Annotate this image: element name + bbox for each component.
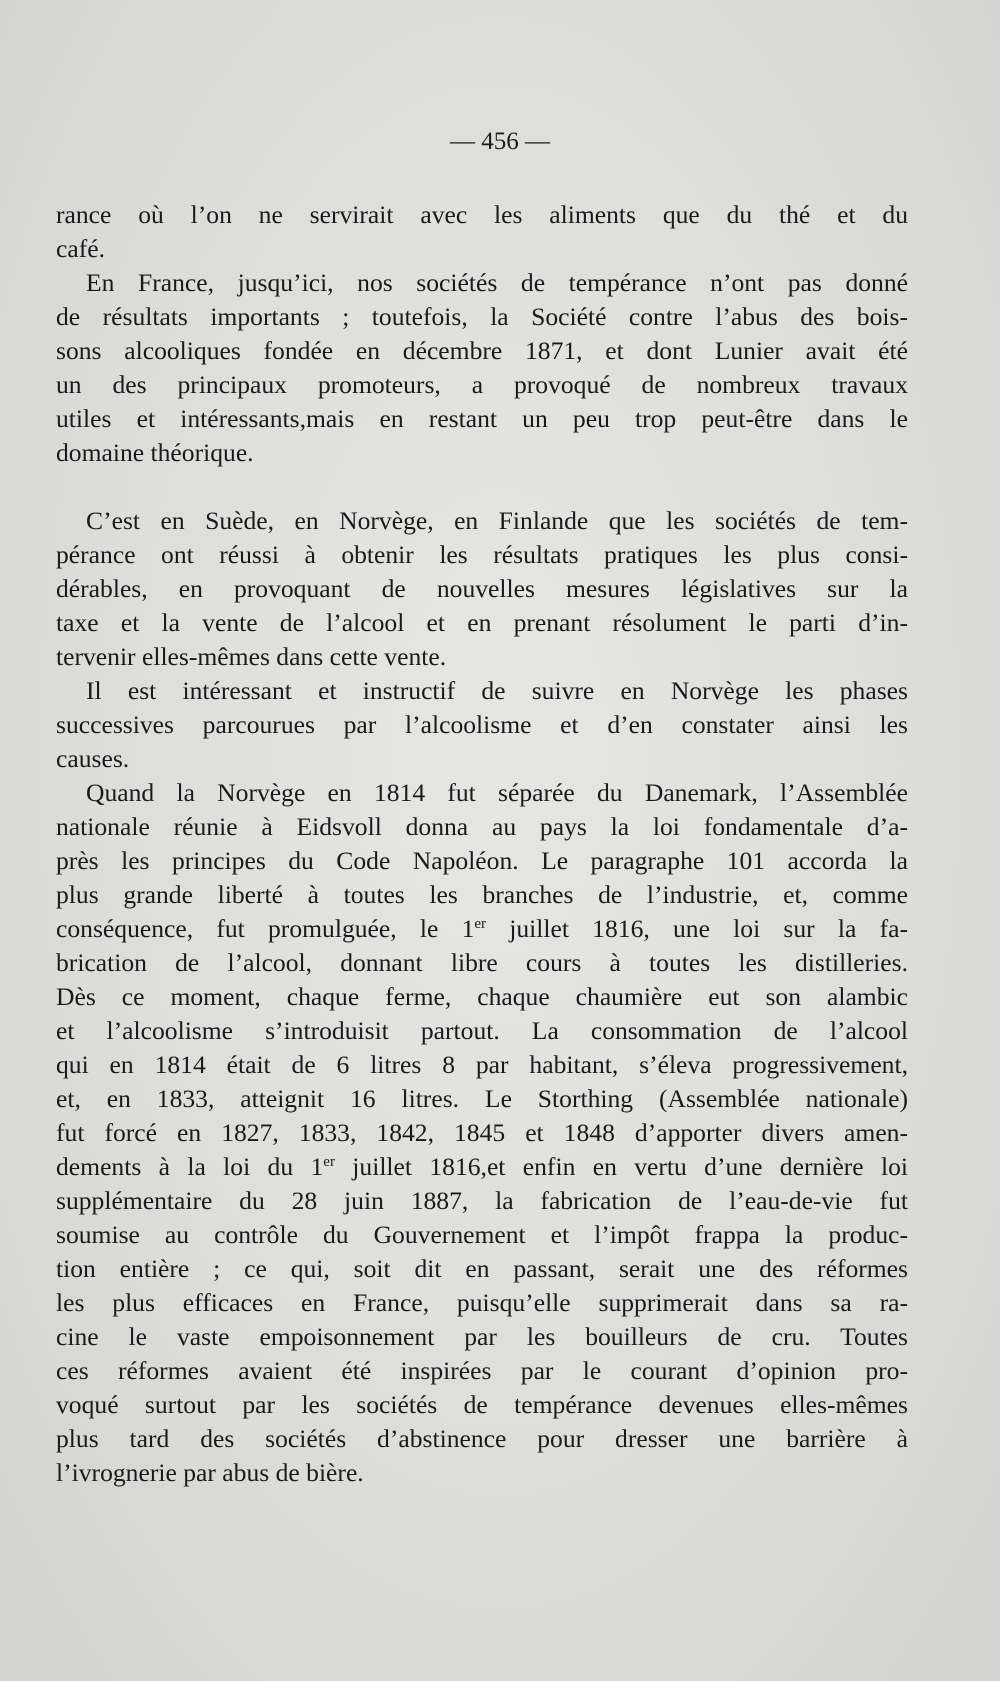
text-line: C’est en Suède, en Norvège, en Finlande que les sociétés de tem- bbox=[86, 506, 908, 535]
text-segment: juillet 1816, une loi sur la fa- bbox=[486, 914, 909, 943]
text-line: rance où l’on ne servirait avec les aliments que du thé et du bbox=[56, 200, 908, 229]
paragraph bbox=[56, 198, 908, 266]
text-line: nationale réunie à Eidsvoll donna au pays la loi fondamentale d’a- bbox=[56, 812, 908, 841]
text-line: un des principaux promoteurs, a provoqué de nombreux travaux bbox=[56, 370, 908, 399]
text-line: taxe et la vente de l’alcool et en prenant résolument le parti d’in- bbox=[56, 608, 908, 637]
paragraph bbox=[56, 266, 908, 470]
text-line: café. bbox=[56, 234, 106, 263]
text-line: supplémentaire du 28 juin 1887, la fabrication de l’eau-de-vie fut bbox=[56, 1186, 908, 1215]
superscript: er bbox=[323, 1154, 335, 1170]
text-line: de résultats importants ; toutefois, la Société contre l’abus des bois- bbox=[56, 302, 908, 331]
paragraph bbox=[56, 776, 908, 1490]
text-line: brication de l’alcool, donnant libre cours à toutes les distilleries. bbox=[56, 948, 908, 977]
text-line: plus grande liberté à toutes les branches de l’industrie, et, comme bbox=[56, 880, 908, 909]
text-line: l’ivrognerie par abus de bière. bbox=[56, 1458, 364, 1487]
text-segment: dements à la loi du 1 bbox=[56, 1152, 324, 1181]
text-line: sons alcooliques fondée en décembre 1871, et dont Lunier avait été bbox=[56, 336, 908, 365]
text-line: fut forcé en 1827, 1833, 1842, 1845 et 1848 d’apporter divers amen- bbox=[56, 1118, 908, 1147]
text-segment: juillet 1816,et enfin en vertu d’une dernière loi bbox=[334, 1152, 908, 1181]
superscript: er bbox=[474, 916, 487, 932]
text-line: pérance ont réussi à obtenir les résultats pratiques les plus consi- bbox=[56, 540, 908, 569]
text-line: utiles et intéressants,mais en restant un peu trop peut-être dans le bbox=[56, 404, 908, 433]
text-line: dérables, en provoquant de nouvelles mesures législatives sur la bbox=[56, 574, 908, 603]
text-line: ces réformes avaient été inspirées par le courant d’opinion pro- bbox=[56, 1356, 908, 1385]
text-line: Quand la Norvège en 1814 fut séparée du Danemark, l’Assemblée bbox=[86, 778, 908, 807]
text-line: plus tard des sociétés d’abstinence pour dresser une barrière à bbox=[56, 1424, 908, 1453]
paragraph bbox=[56, 504, 908, 674]
text-line: En France, jusqu’ici, nos sociétés de tempérance n’ont pas donné bbox=[86, 268, 908, 297]
text-segment: conséquence, fut promulguée, le 1 bbox=[56, 914, 475, 943]
text-line: domaine théorique. bbox=[56, 438, 254, 467]
paragraph bbox=[56, 674, 908, 776]
text-line: qui en 1814 était de 6 litres 8 par habitant, s’éleva progressivement, bbox=[56, 1050, 908, 1079]
text-line: causes. bbox=[56, 744, 130, 773]
text-line: cine le vaste empoisonnement par les bouilleurs de cru. Toutes bbox=[56, 1322, 908, 1351]
text-line: Dès ce moment, chaque ferme, chaque chaumière eut son alambic bbox=[56, 982, 908, 1011]
text-line: et, en 1833, atteignit 16 litres. Le Storthing (Assemblée nationale) bbox=[56, 1084, 908, 1113]
text-line bbox=[56, 912, 908, 946]
text-line: les plus efficaces en France, puisqu’elle supprimerait dans sa ra- bbox=[56, 1288, 908, 1317]
body-text bbox=[56, 198, 908, 1490]
text-line: Il est intéressant et instructif de suivre en Norvège les phases bbox=[86, 676, 908, 705]
text-line: soumise au contrôle du Gouvernement et l’impôt frappa la produc- bbox=[56, 1220, 908, 1249]
text-line bbox=[56, 1150, 908, 1184]
text-line: près les principes du Code Napoléon. Le paragraphe 101 accorda la bbox=[56, 846, 908, 875]
paragraph-gap bbox=[56, 470, 908, 504]
text-line: tervenir elles-mêmes dans cette vente. bbox=[56, 642, 447, 671]
text-line: successives parcourues par l’alcoolisme et d’en constater ainsi les bbox=[56, 710, 908, 739]
page-number: — 456 — bbox=[450, 128, 550, 155]
text-line: et l’alcoolisme s’introduisit partout. La consommation de l’alcool bbox=[56, 1016, 908, 1045]
text-line: voqué surtout par les sociétés de tempérance devenues elles-mêmes bbox=[56, 1390, 908, 1419]
text-line: tion entière ; ce qui, soit dit en passant, serait une des réformes bbox=[56, 1254, 908, 1283]
